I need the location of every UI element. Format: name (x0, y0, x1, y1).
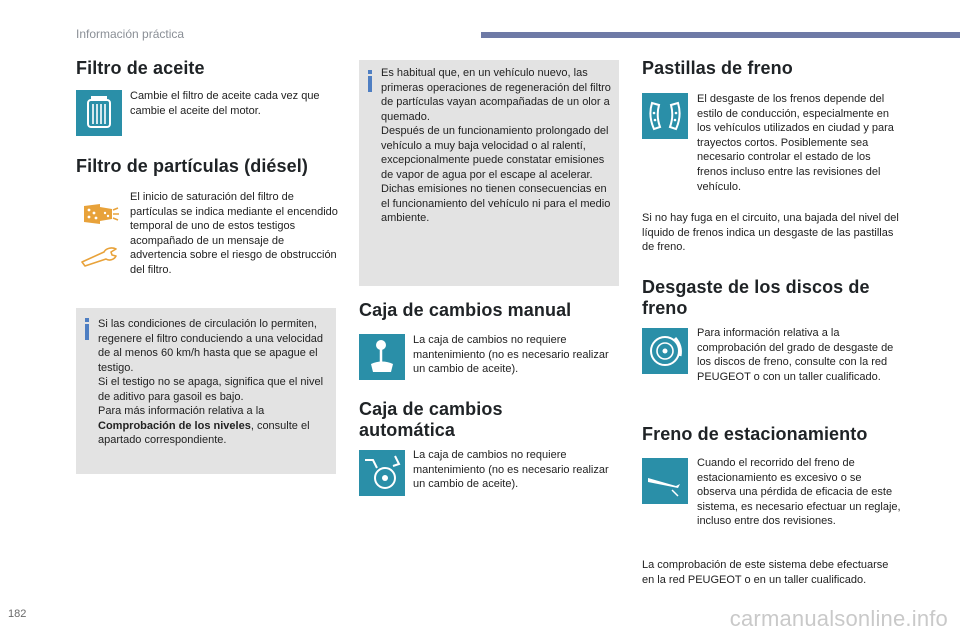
brake-discs-title (642, 277, 870, 319)
info-new-vehicle-text (381, 66, 615, 226)
info2-p2: Después de un funcionamiento prolongado del vehículo a muy baja velocidad o al ralentí, excepcionalmente puede constatar emisiones de vapor de agua por el escape al acelerar. Dichas emisiones no tienen consecuencias en el funcionamiento del vehículo ni para el medio ambiente. (381, 125, 611, 224)
oil-filter-icon (76, 90, 122, 136)
manual-gearbox-title: Caja de cambios manual (359, 300, 572, 320)
brake-discs-title-line1: Desgaste de los discos de (642, 277, 870, 297)
wrench-warning-icon (76, 244, 122, 268)
section-header: Información práctica (76, 27, 185, 41)
auto-gearbox-text: La caja de cambios no requiere mantenimiento (no es necesario realizar un cambio de aceite). (413, 449, 609, 491)
parking-brake-title: Freno de estacionamiento (642, 424, 868, 444)
info-box-regeneration (76, 308, 336, 474)
oil-filter-title: Filtro de aceite (76, 58, 205, 78)
brake-discs-text: Para información relativa a la comprobación del grado de desgaste de los discos de freno, consulte con la red PEUGEOT o con un taller cualificado. (697, 327, 894, 383)
automatic-gearbox-icon (359, 450, 405, 496)
particle-filter-title: Filtro de partículas (diésel) (76, 156, 308, 176)
brake-pads-icon (642, 93, 688, 139)
auto-gearbox-title-line2: automática (359, 420, 456, 440)
gear-lever-icon (359, 334, 405, 380)
parking-brake-text2: La comprobación de este sistema debe efectuarse en la red PEUGEOT o en un taller cualificado. (642, 559, 889, 586)
manual-gearbox-text: La caja de cambios no requiere mantenimiento (no es necesario realizar un cambio de aceite). (413, 334, 609, 376)
info-p1: Si las condiciones de circulación lo permiten, regenere el filtro conduciendo a una velocidad de al menos 60 km/h hasta que se apague el testigo. (98, 318, 324, 374)
parking-brake-icon (642, 458, 688, 504)
auto-gearbox-title (359, 399, 503, 441)
brake-pads-text: El desgaste de los frenos depende del estilo de conducción, especialmente en los vehículos utilizados en ciudad y para trayectos cortos. Posiblemente sea necesario controlar el estado de los frenos incluso entre las revisiones del vehículo. (697, 93, 894, 193)
info-regeneration-text (98, 317, 330, 448)
particle-filter-warning-icon (76, 198, 122, 230)
info-p3-post: , consulte el apartado correspondiente. (98, 419, 310, 446)
brake-pads-title: Pastillas de freno (642, 58, 793, 78)
info-p3-pre: Para más información relativa a la (98, 405, 265, 417)
auto-gearbox-title-line1: Caja de cambios (359, 399, 503, 419)
page-number: 182 (8, 608, 27, 620)
watermark: carmanualsonline.info (729, 606, 948, 631)
brake-pads-text2: Si no hay fuga en el circuito, una bajada del nivel del líquido de frenos indica un desgaste de las pastillas de freno. (642, 212, 899, 254)
particle-filter-text: El inicio de saturación del filtro de partículas se indica mediante el encendido temporal de uno de estos testigos acompañado de un mensaje de advertencia sobre el riesgo de obstrucción del filtro. (130, 191, 338, 276)
brake-disc-icon (642, 328, 688, 374)
info-icon (368, 76, 372, 92)
parking-brake-text: Cuando el recorrido del freno de estacionamiento es excesivo o se observa una pérdida de eficacia de este sistema, es necesario efectuar un reglaje, incluso entre dos revisiones. (697, 457, 901, 528)
info-p3-link: Comprobación de los niveles (98, 419, 251, 432)
info-icon (85, 324, 89, 340)
info-box-new-vehicle (359, 60, 619, 286)
header-bar (481, 32, 960, 38)
oil-filter-text: Cambie el filtro de aceite cada vez que cambie el aceite del motor. (130, 90, 320, 117)
info2-p1: Es habitual que, en un vehículo nuevo, las primeras operaciones de regeneración del filtro de partículas vayan acompañadas de un olor a quemado. (381, 67, 611, 123)
info-p2: Si el testigo no se apaga, significa que el nivel de aditivo para gasoil es bajo. (98, 376, 324, 403)
brake-discs-title-line2: freno (642, 298, 688, 318)
